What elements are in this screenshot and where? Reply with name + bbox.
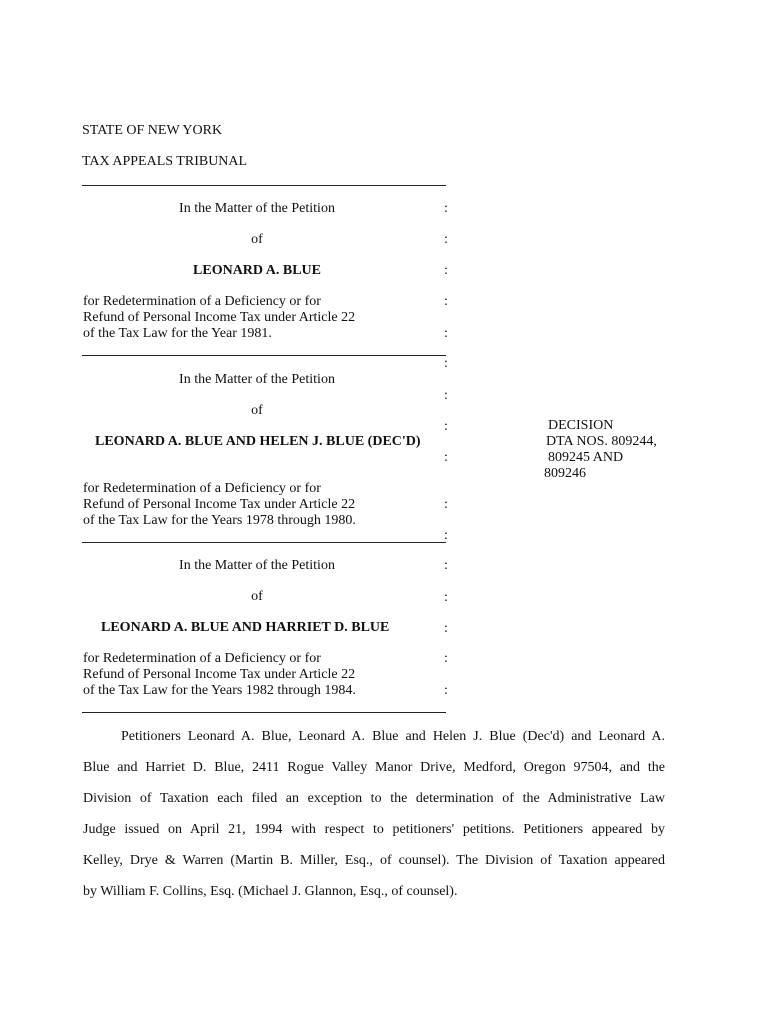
caption-colon: : — [444, 419, 448, 434]
petition-3-name: LEONARD A. BLUE AND HARRIET D. BLUE — [101, 620, 390, 635]
state-heading: STATE OF NEW YORK — [82, 123, 223, 138]
decision-label: DECISION — [548, 418, 614, 433]
body-line: Judge issued on April 21, 1994 with respect to petitioners' petitions. Petitioners appeared by — [83, 822, 665, 837]
caption-colon: : — [444, 388, 448, 403]
divider — [82, 712, 446, 713]
caption-colon: : — [444, 590, 448, 605]
petition-3-desc-line: for Redetermination of a Deficiency or for — [83, 651, 321, 666]
body-line: Petitioners Leonard A. Blue, Leonard A. Blue and Helen J. Blue (Dec'd) and Leonard A. — [121, 729, 665, 744]
body-line: Blue and Harriet D. Blue, 2411 Rogue Valley Manor Drive, Medford, Oregon 97504, and the — [83, 760, 665, 775]
caption-colon: : — [444, 294, 448, 309]
petition-1-of: of — [251, 232, 263, 247]
petition-2-desc-line: Refund of Personal Income Tax under Article 22 — [83, 497, 356, 512]
caption-colon: : — [444, 621, 448, 636]
body-line: Division of Taxation each filed an exception to the determination of the Administrative Law — [83, 791, 665, 806]
body-paragraph — [83, 721, 665, 907]
petition-3-desc-line: Refund of Personal Income Tax under Article 22 — [83, 667, 356, 682]
petition-1-desc-line: Refund of Personal Income Tax under Article 22 — [83, 310, 356, 325]
petition-1-name: LEONARD A. BLUE — [193, 263, 321, 278]
divider — [82, 355, 446, 356]
petition-1-desc-line: of the Tax Law for the Year 1981. — [83, 326, 272, 341]
caption-colon: : — [444, 450, 448, 465]
dta-numbers-line: 809246 — [544, 466, 586, 481]
petition-2-matter: In the Matter of the Petition — [179, 372, 335, 387]
petition-2-desc-line: of the Tax Law for the Years 1978 through 1980. — [83, 513, 356, 528]
petition-1-desc-line: for Redetermination of a Deficiency or for — [83, 294, 321, 309]
divider — [82, 542, 446, 543]
caption-colon: : — [444, 356, 448, 371]
caption-colon: : — [444, 326, 448, 341]
caption-colon: : — [444, 651, 448, 666]
caption-colon: : — [444, 683, 448, 698]
caption-colon: : — [444, 558, 448, 573]
petition-3-matter: In the Matter of the Petition — [179, 558, 335, 573]
tribunal-heading: TAX APPEALS TRIBUNAL — [82, 154, 248, 169]
caption-colon: : — [444, 528, 448, 543]
dta-numbers-line: DTA NOS. 809244, — [546, 434, 657, 449]
petition-3-desc-line: of the Tax Law for the Years 1982 through 1984. — [83, 683, 356, 698]
petition-2-desc-line: for Redetermination of a Deficiency or for — [83, 481, 321, 496]
petition-1-matter: In the Matter of the Petition — [179, 201, 335, 216]
divider — [82, 185, 446, 186]
caption-colon: : — [444, 497, 448, 512]
caption-colon: : — [444, 263, 448, 278]
dta-numbers-line: 809245 AND — [548, 450, 624, 465]
caption-colon: : — [444, 232, 448, 247]
petition-2-of: of — [251, 403, 263, 418]
body-line: by William F. Collins, Esq. (Michael J. Glannon, Esq., of counsel). — [83, 884, 458, 899]
petition-3-of: of — [251, 589, 263, 604]
petition-2-name: LEONARD A. BLUE AND HELEN J. BLUE (DEC'D) — [95, 434, 421, 449]
caption-colon: : — [444, 201, 448, 216]
body-line: Kelley, Drye & Warren (Martin B. Miller, Esq., of counsel). The Division of Taxation appeared — [83, 853, 665, 868]
